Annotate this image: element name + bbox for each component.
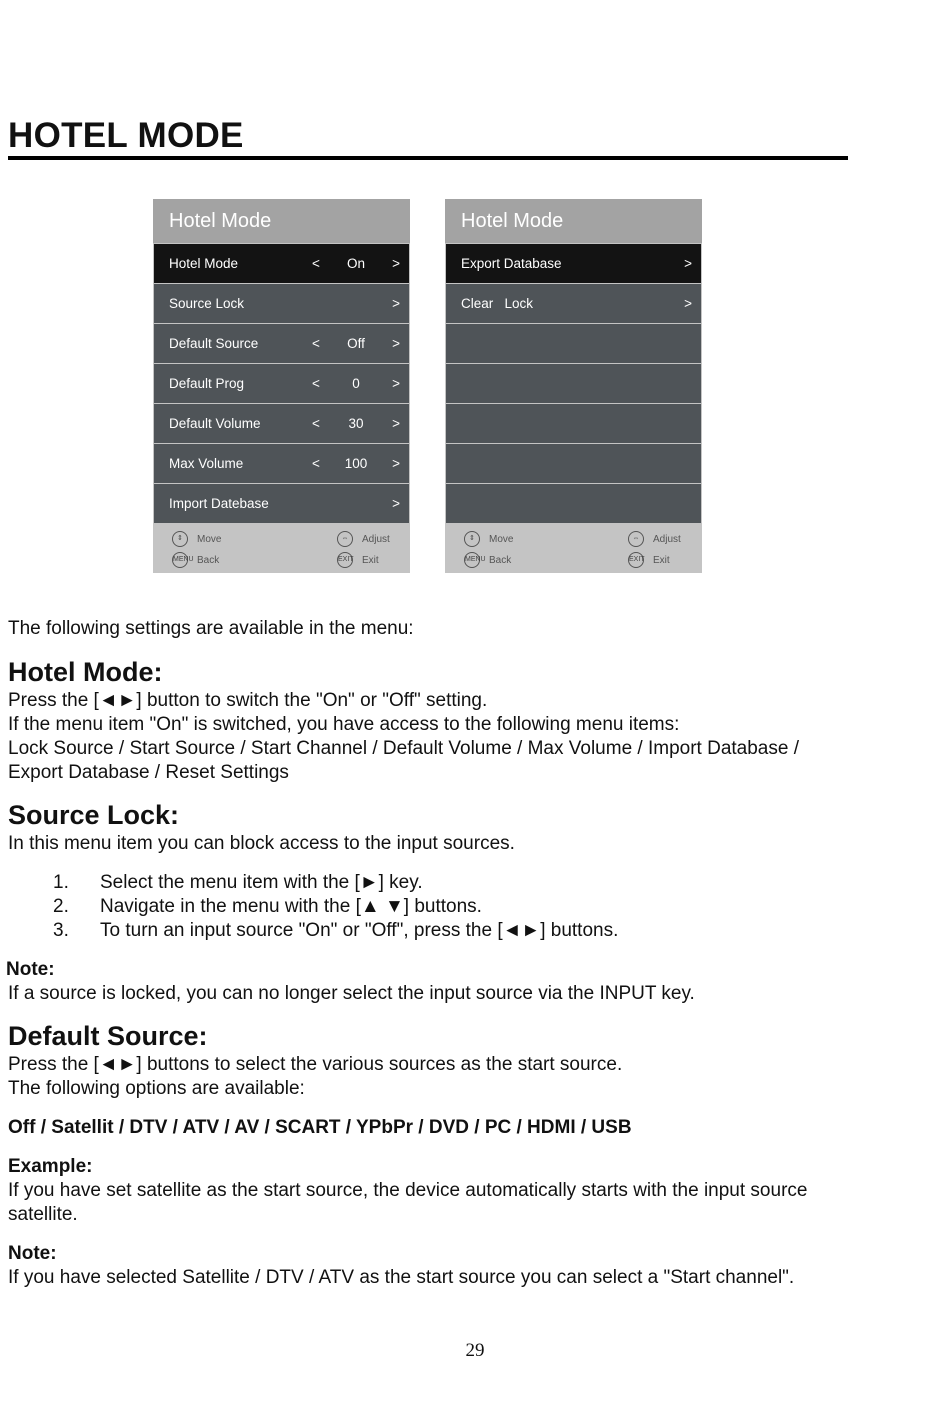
hint-back-label: Back xyxy=(489,554,512,566)
up-down-arrows-icon: ⇕ xyxy=(172,531,188,547)
source-lock-heading: Source Lock: xyxy=(8,800,180,830)
row-label: Default Prog xyxy=(169,376,245,391)
step-number: 1. xyxy=(53,872,69,893)
hotel-mode-menu-right xyxy=(445,199,702,573)
menu-row-default-prog[interactable] xyxy=(154,364,409,403)
hotel-mode-heading: Hotel Mode: xyxy=(8,657,163,687)
row-label: Default Source xyxy=(169,336,259,351)
default-source-heading: Default Source: xyxy=(8,1021,208,1051)
source-lock-intro: In this menu item you can block access to the input sources. xyxy=(8,833,515,854)
row-label: Import Datebase xyxy=(169,496,269,511)
right-arrow[interactable]: > xyxy=(684,256,692,271)
note-label: Note: xyxy=(6,959,55,980)
right-arrow[interactable]: > xyxy=(392,296,400,311)
hint-adjust xyxy=(337,531,390,547)
right-arrow[interactable]: > xyxy=(392,336,400,351)
hotel-mode-menu-left xyxy=(153,199,410,573)
step-number: 2. xyxy=(53,896,69,917)
menu-row-hotel-mode[interactable] xyxy=(154,244,409,283)
hint-move xyxy=(172,531,221,547)
step-text: Navigate in the menu with the [▲ ▼] buttons. xyxy=(100,896,482,917)
default-source-line: Press the [◄►] buttons to select the various sources as the start source. xyxy=(8,1054,623,1075)
row-label: Clear Lock xyxy=(461,296,534,311)
hint-move-label: Move xyxy=(489,533,514,545)
hint-adjust xyxy=(628,531,681,547)
left-arrow[interactable]: < xyxy=(312,376,320,391)
right-arrow[interactable]: > xyxy=(392,256,400,271)
menu-row-empty xyxy=(446,364,701,403)
exit-button-icon: EXIT xyxy=(628,552,644,568)
step-number: 3. xyxy=(53,920,69,941)
menu-button-icon: MENU xyxy=(464,552,480,568)
intro-text: The following settings are available in the menu: xyxy=(8,618,414,639)
menu-row-source-lock[interactable] xyxy=(154,284,409,323)
note-text: If a source is locked, you can no longer select the input source via the INPUT key. xyxy=(8,983,695,1004)
menu-row-export-database[interactable] xyxy=(446,244,701,283)
row-label: Source Lock xyxy=(169,296,245,311)
row-value: On xyxy=(346,256,365,271)
row-value: Off xyxy=(347,336,365,351)
menu-row-import-database[interactable] xyxy=(154,484,409,523)
menu-button-icon: MENU xyxy=(172,552,188,568)
menu-row-empty xyxy=(446,444,701,483)
menu-row-default-source[interactable] xyxy=(154,324,409,363)
page-title: HOTEL MODE xyxy=(8,116,848,160)
menu-row-default-volume[interactable] xyxy=(154,404,409,443)
left-arrow[interactable]: < xyxy=(312,456,320,471)
hotel-mode-line: Press the [◄►] button to switch the "On" or "Off" setting. xyxy=(8,690,488,711)
example-text: satellite. xyxy=(8,1204,78,1225)
hint-back xyxy=(464,552,511,568)
menu-hint-bar xyxy=(153,527,410,573)
hotel-mode-line: Lock Source / Start Source / Start Channel / Default Volume / Max Volume / Import Database / xyxy=(8,738,799,759)
row-value: 30 xyxy=(348,416,364,431)
example-text: If you have set satellite as the start source, the device automatically starts with the input source xyxy=(8,1180,808,1201)
hint-exit xyxy=(337,552,379,568)
right-arrow[interactable]: > xyxy=(392,456,400,471)
right-arrow[interactable]: > xyxy=(392,496,400,511)
hint-move xyxy=(464,531,513,547)
example-label: Example: xyxy=(8,1156,93,1177)
hotel-mode-line: Export Database / Reset Settings xyxy=(8,762,289,783)
hint-exit xyxy=(628,552,670,568)
menu-row-empty xyxy=(446,484,701,523)
row-value: 100 xyxy=(344,456,368,471)
hotel-mode-line: If the menu item "On" is switched, you have access to the following menu items: xyxy=(8,714,680,735)
hint-exit-label: Exit xyxy=(362,554,379,566)
hint-adjust-label: Adjust xyxy=(362,533,390,545)
menu-hint-bar xyxy=(445,527,702,573)
source-options: Off / Satellit / DTV / ATV / AV / SCART / YPbPr / DVD / PC / HDMI / USB xyxy=(8,1117,632,1138)
left-right-arrows-icon: ⇔ xyxy=(628,531,644,547)
hint-exit-label: Exit xyxy=(653,554,670,566)
exit-button-icon: EXIT xyxy=(337,552,353,568)
menu-row-clear-lock[interactable] xyxy=(446,284,701,323)
left-right-arrows-icon: ⇔ xyxy=(337,531,353,547)
hint-adjust-label: Adjust xyxy=(653,533,681,545)
menu-row-empty xyxy=(446,404,701,443)
left-arrow[interactable]: < xyxy=(312,336,320,351)
note-label: Note: xyxy=(8,1243,57,1264)
menu-title: Hotel Mode xyxy=(153,199,410,243)
menu-title: Hotel Mode xyxy=(445,199,702,243)
step-text: To turn an input source "On" or "Off", press the [◄►] buttons. xyxy=(100,920,619,941)
right-arrow[interactable]: > xyxy=(392,416,400,431)
step-text: Select the menu item with the [►] key. xyxy=(100,872,423,893)
hint-back-label: Back xyxy=(197,554,220,566)
row-label: Hotel Mode xyxy=(169,256,239,271)
row-label: Export Database xyxy=(461,256,562,271)
up-down-arrows-icon: ⇕ xyxy=(464,531,480,547)
menu-row-empty xyxy=(446,324,701,363)
row-label: Default Volume xyxy=(169,416,261,431)
right-arrow[interactable]: > xyxy=(392,376,400,391)
row-value: 0 xyxy=(352,376,360,391)
page-number: 29 xyxy=(465,1340,485,1361)
left-arrow[interactable]: < xyxy=(312,416,320,431)
row-label: Max Volume xyxy=(169,456,244,471)
hint-back xyxy=(172,552,219,568)
hint-move-label: Move xyxy=(197,533,222,545)
note-text: If you have selected Satellite / DTV / ATV as the start source you can select a "Start channel". xyxy=(8,1267,795,1288)
right-arrow[interactable]: > xyxy=(684,296,692,311)
left-arrow[interactable]: < xyxy=(312,256,320,271)
default-source-line: The following options are available: xyxy=(8,1078,305,1099)
menu-row-max-volume[interactable] xyxy=(154,444,409,483)
